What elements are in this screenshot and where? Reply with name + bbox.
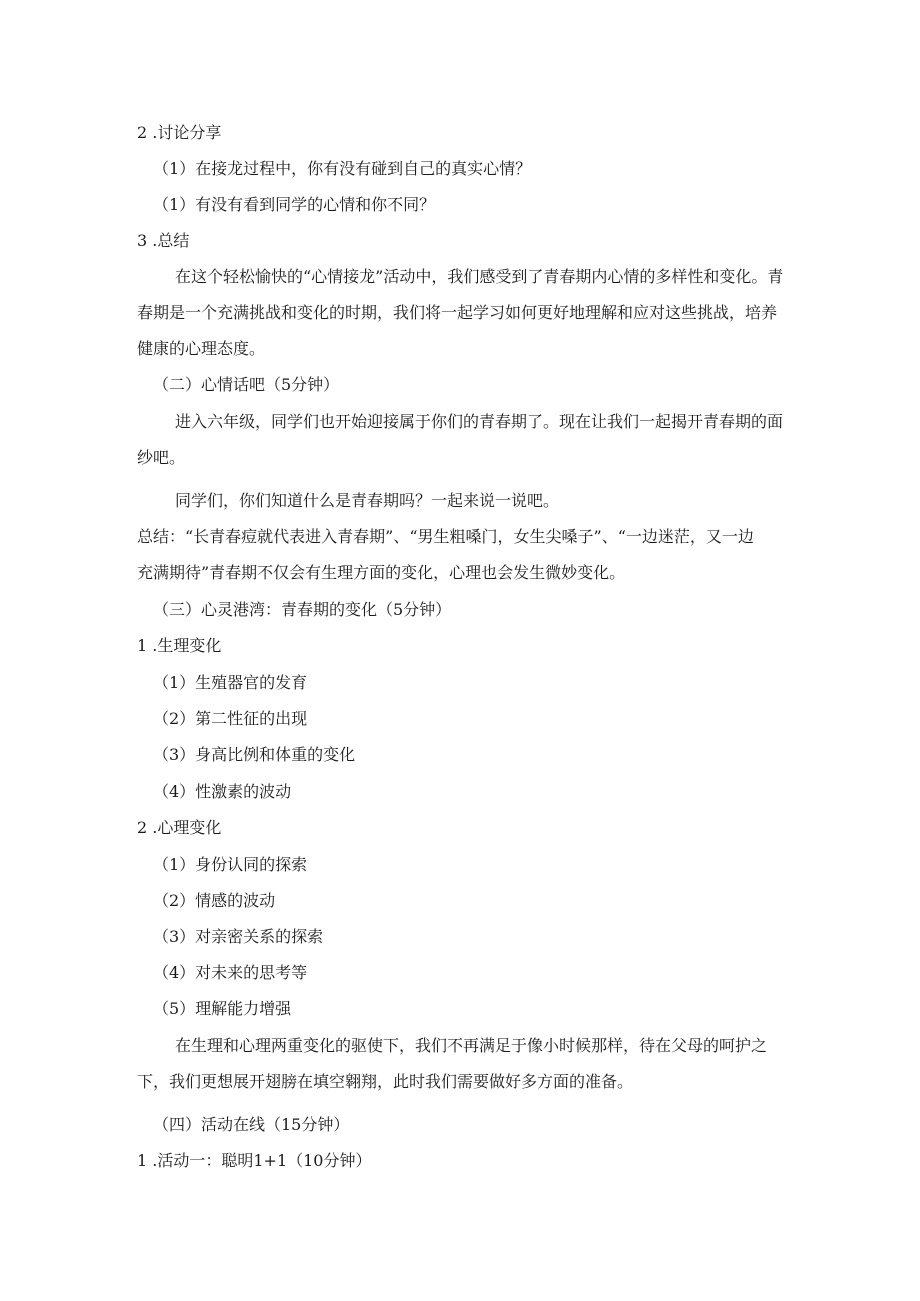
grade-six-paragraph [137,404,787,476]
activity-one-heading: 1 .活动一：聪明1+1（10分钟） [137,1151,372,1170]
physical-item-4: （4）性激素的波动 [153,782,292,801]
summary-paragraph [137,259,787,367]
heading-discussion: 2 .讨论分享 [137,123,222,142]
summary-two-text: 总结：“长青春痘就代表进入青春期”、“男生粗嗓门，女生尖嗓子”、“一边迷茫，又一边充满期待”青春期不仅会有生理方面的变化，心理也会发生微妙变化。 [137,527,754,582]
wings-paragraph-text: 在生理和心理两重变化的驱使下，我们不再满足于像小时候那样，待在父母的呵护之下，我们更想展开翅膀在填空翱翔，此时我们需要做好多方面的准备。 [137,1036,768,1091]
question-paragraph: 同学们，你们知道什么是青春期吗？一起来说一说吧。 [175,491,560,510]
section-three-title: （三）心灵港湾：青春期的变化（5分钟） [153,600,452,619]
psych-item-1: （1）身份认同的探索 [153,855,308,874]
psych-item-2: （2）情感的波动 [153,891,276,910]
question-1: （1）在接龙过程中，你有没有碰到自己的真实心情？ [153,159,532,178]
wings-paragraph [137,1028,787,1100]
heading-psychological-changes: 2 .心理变化 [137,818,222,837]
physical-item-2: （2）第二性征的出现 [153,709,308,728]
section-four-title: （四）活动在线（15分钟） [153,1115,350,1134]
grade-six-paragraph-text: 进入六年级，同学们也开始迎接属于你们的青春期了。现在让我们一起揭开青春期的面纱吧。 [137,412,784,467]
psych-item-4: （4）对未来的思考等 [153,963,308,982]
section-two-title: （二）心情话吧（5分钟） [153,375,340,394]
physical-item-3: （3）身高比例和体重的变化 [153,745,356,764]
psych-item-5: （5）理解能力增强 [153,999,292,1018]
physical-item-1: （1）生殖器官的发育 [153,673,308,692]
psych-item-3: （3）对亲密关系的探索 [153,927,324,946]
heading-physical-changes: 1 .生理变化 [137,636,222,655]
question-2: （1）有没有看到同学的心情和你不同？ [153,195,436,214]
summary-paragraph-text: 在这个轻松愉快的“心情接龙”活动中，我们感受到了青春期内心情的多样性和变化。青春期是一个充满挑战和变化的时期，我们将一起学习如何更好地理解和应对这些挑战，培养健康的心理态度。 [137,267,784,358]
heading-summary: 3 .总结 [137,231,190,250]
summary-two-paragraph [137,519,757,591]
